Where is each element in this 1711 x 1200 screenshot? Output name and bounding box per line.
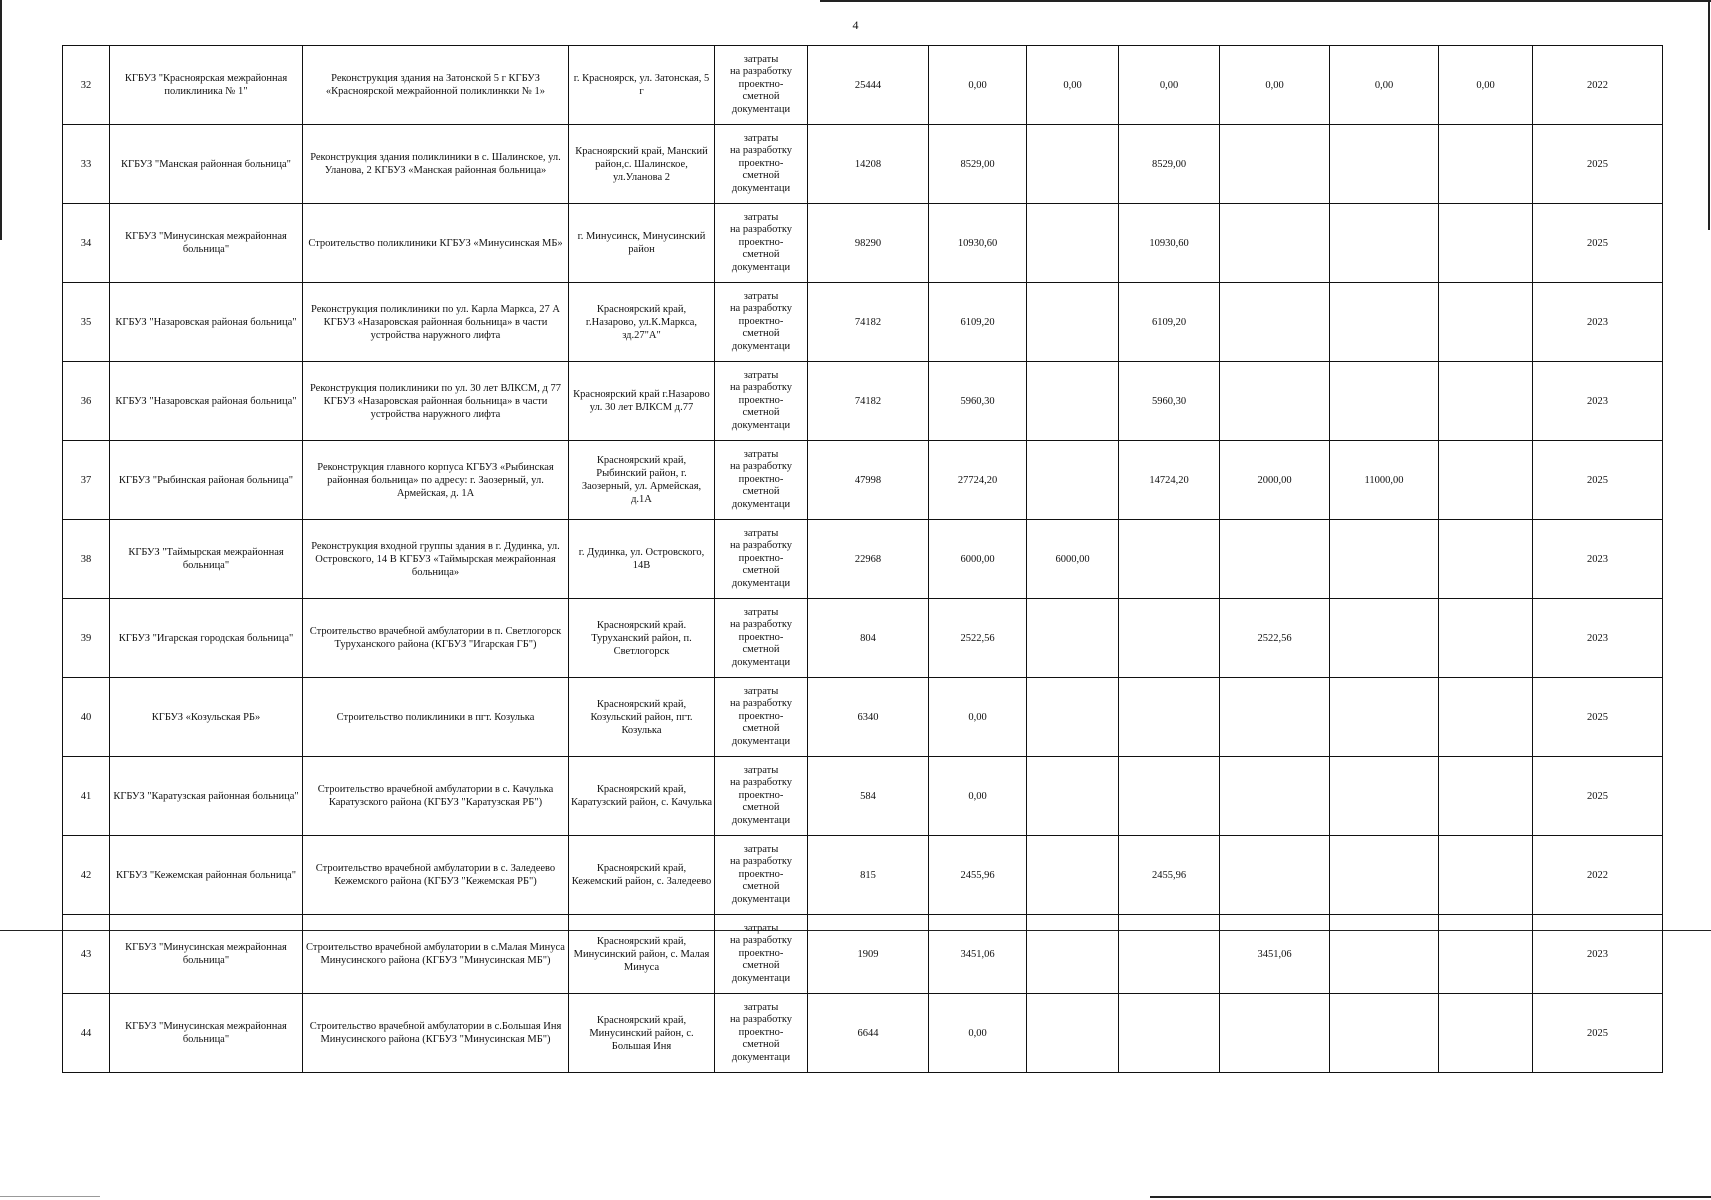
cell-y2025 xyxy=(1330,836,1439,915)
cell-y2023 xyxy=(1119,994,1220,1073)
cell-object: Реконструкция входной группы здания в г. Дудинка, ул. Островского, 14 В КГБУЗ «Таймырская межрайонная больница» xyxy=(303,520,569,599)
cell-object: Строительство врачебной амбулатории в с. Качулька Каратузского района (КГБУЗ "Каратузская РБ") xyxy=(303,757,569,836)
cell-no: 33 xyxy=(63,125,110,204)
cell-y2026 xyxy=(1439,678,1533,757)
cell-y2022 xyxy=(1027,283,1119,362)
cost-label-line: на разработку xyxy=(729,540,793,552)
cell-no: 43 xyxy=(63,915,110,994)
cell-y2022 xyxy=(1027,678,1119,757)
cell-area: 47998 xyxy=(808,441,929,520)
cell-y2024: 2522,56 xyxy=(1220,599,1330,678)
cost-label-line: на разработку xyxy=(729,66,793,78)
cost-label-line: затраты xyxy=(743,527,779,539)
cell-y2026 xyxy=(1439,204,1533,283)
cost-label-line: на разработку xyxy=(729,935,793,947)
cell-address: Красноярский край, Козульский район, пгт. Козулька xyxy=(569,678,715,757)
cell-y2026 xyxy=(1439,836,1533,915)
cell-y2026: 0,00 xyxy=(1439,46,1533,125)
cost-label-line: документаци xyxy=(731,893,791,905)
cell-y2024 xyxy=(1220,204,1330,283)
cell-area: 14208 xyxy=(808,125,929,204)
objects-table xyxy=(62,45,1663,1073)
cell-year: 2025 xyxy=(1533,441,1663,520)
cost-label-line: на разработку xyxy=(729,382,793,394)
cost-label-line: документаци xyxy=(731,814,791,826)
cell-no: 44 xyxy=(63,994,110,1073)
cost-label-line: проектно- xyxy=(738,315,784,327)
cost-label-line: проектно- xyxy=(738,947,784,959)
table-row xyxy=(63,520,1663,599)
cell-y2022 xyxy=(1027,599,1119,678)
cell-area: 815 xyxy=(808,836,929,915)
cost-label-line: на разработку xyxy=(729,698,793,710)
cell-org: КГБУЗ "Назаровская районая больница" xyxy=(110,362,303,441)
cell-y2023: 5960,30 xyxy=(1119,362,1220,441)
cell-object: Строительство врачебной амбулатории в с.Большая Иня Минусинского района (КГБУЗ "Минусинская МБ") xyxy=(303,994,569,1073)
cell-y2026 xyxy=(1439,283,1533,362)
cost-label-line: документаци xyxy=(731,103,791,115)
cost-label-line: сметной xyxy=(742,91,780,103)
cell-cost-type xyxy=(715,46,808,125)
cell-no: 42 xyxy=(63,836,110,915)
cell-area: 804 xyxy=(808,599,929,678)
cost-label-line: сметной xyxy=(742,644,780,656)
cost-label-line: на разработку xyxy=(729,856,793,868)
cell-org: КГБУЗ "Кежемская районная больница" xyxy=(110,836,303,915)
cost-label-line: проектно- xyxy=(738,710,784,722)
table-row xyxy=(63,46,1663,125)
cell-cost-type xyxy=(715,125,808,204)
cell-area: 6340 xyxy=(808,678,929,757)
cell-y2024 xyxy=(1220,283,1330,362)
cost-label-line: документаци xyxy=(731,656,791,668)
cell-y2022 xyxy=(1027,915,1119,994)
cell-y2026 xyxy=(1439,520,1533,599)
cost-label-line: документаци xyxy=(731,735,791,747)
cell-no: 41 xyxy=(63,757,110,836)
cell-y2025 xyxy=(1330,125,1439,204)
cost-label-line: документаци xyxy=(731,419,791,431)
scan-edge-bottom xyxy=(1150,1196,1711,1198)
cost-label-line: проектно- xyxy=(738,868,784,880)
cell-y2024 xyxy=(1220,678,1330,757)
cell-y2023 xyxy=(1119,599,1220,678)
cell-object: Реконструкция здания на Затонской 5 г КГБУЗ «Красноярской межрайонной поликлинкки № 1» xyxy=(303,46,569,125)
cell-y2026 xyxy=(1439,441,1533,520)
cost-label-line: затраты xyxy=(743,369,779,381)
cell-total: 6000,00 xyxy=(929,520,1027,599)
cost-label-line: затраты xyxy=(743,922,779,934)
cell-y2022: 0,00 xyxy=(1027,46,1119,125)
cell-address: г. Дудинка, ул. Островского, 14В xyxy=(569,520,715,599)
cell-y2024 xyxy=(1220,520,1330,599)
cell-y2023 xyxy=(1119,757,1220,836)
cell-y2026 xyxy=(1439,362,1533,441)
cost-label-line: затраты xyxy=(743,764,779,776)
cell-y2022 xyxy=(1027,125,1119,204)
cell-cost-type xyxy=(715,283,808,362)
cell-year: 2023 xyxy=(1533,362,1663,441)
cell-address: Красноярский край, Минусинский район, с. Малая Минуса xyxy=(569,915,715,994)
cell-address: Красноярский край, Кежемский район, с. Заледеево xyxy=(569,836,715,915)
cell-y2026 xyxy=(1439,125,1533,204)
cell-cost-type xyxy=(715,441,808,520)
cell-y2026 xyxy=(1439,994,1533,1073)
table-row xyxy=(63,283,1663,362)
cell-total: 0,00 xyxy=(929,46,1027,125)
cost-label-line: затраты xyxy=(743,290,779,302)
cell-y2023: 14724,20 xyxy=(1119,441,1220,520)
cell-address: г. Минусинск, Минусинский район xyxy=(569,204,715,283)
cell-org: КГБУЗ "Минусинская межрайонная больница" xyxy=(110,994,303,1073)
cell-total: 10930,60 xyxy=(929,204,1027,283)
cell-y2025 xyxy=(1330,915,1439,994)
cost-label-line: проектно- xyxy=(738,78,784,90)
cell-y2022 xyxy=(1027,994,1119,1073)
table-body xyxy=(63,46,1663,1073)
cell-year: 2025 xyxy=(1533,757,1663,836)
cell-y2025 xyxy=(1330,362,1439,441)
cell-y2026 xyxy=(1439,599,1533,678)
table-row xyxy=(63,678,1663,757)
cell-area: 6644 xyxy=(808,994,929,1073)
cost-label-line: на разработку xyxy=(729,145,793,157)
cell-cost-type xyxy=(715,915,808,994)
cell-object: Реконструкция поликлиники по ул. 30 лет ВЛКСМ, д 77 КГБУЗ «Назаровская районная больница» в части устройства наружного лифта xyxy=(303,362,569,441)
cell-address: Красноярский край, Каратузский район, с. Качулька xyxy=(569,757,715,836)
cell-y2024 xyxy=(1220,836,1330,915)
cell-no: 38 xyxy=(63,520,110,599)
table-row xyxy=(63,441,1663,520)
cell-object: Строительство врачебной амбулатории в с.Малая Минуса Минусинского района (КГБУЗ "Минусинская МБ") xyxy=(303,915,569,994)
cell-address: г. Красноярск, ул. Затонская, 5 г xyxy=(569,46,715,125)
cell-year: 2025 xyxy=(1533,125,1663,204)
cell-total: 2522,56 xyxy=(929,599,1027,678)
cell-cost-type xyxy=(715,599,808,678)
cell-org: КГБУЗ "Назаровская районая больница" xyxy=(110,283,303,362)
cell-y2024 xyxy=(1220,362,1330,441)
cell-y2026 xyxy=(1439,915,1533,994)
cell-y2026 xyxy=(1439,757,1533,836)
cell-object: Строительство врачебной амбулатории в с. Заледеево Кежемского района (КГБУЗ "Кежемская РБ") xyxy=(303,836,569,915)
cell-y2022 xyxy=(1027,204,1119,283)
cost-label-line: на разработку xyxy=(729,777,793,789)
cell-no: 34 xyxy=(63,204,110,283)
cell-total: 0,00 xyxy=(929,757,1027,836)
cell-total: 6109,20 xyxy=(929,283,1027,362)
cost-label-line: документаци xyxy=(731,498,791,510)
cell-y2025 xyxy=(1330,757,1439,836)
cost-label-line: документаци xyxy=(731,577,791,589)
scan-edge-right xyxy=(1708,0,1710,230)
cell-address: Красноярский край, Манский район,с. Шалинское, ул.Уланова 2 xyxy=(569,125,715,204)
cost-label-line: сметной xyxy=(742,1039,780,1051)
cell-no: 32 xyxy=(63,46,110,125)
cost-label-line: документаци xyxy=(731,340,791,352)
cell-org: КГБУЗ "Минусинская межрайонная больница" xyxy=(110,915,303,994)
cost-label-line: проектно- xyxy=(738,631,784,643)
cell-y2023: 8529,00 xyxy=(1119,125,1220,204)
cell-year: 2022 xyxy=(1533,836,1663,915)
table-row xyxy=(63,915,1663,994)
table-row xyxy=(63,757,1663,836)
cell-area: 74182 xyxy=(808,283,929,362)
cost-label-line: проектно- xyxy=(738,394,784,406)
cell-org: КГБУЗ "Игарская городская больница" xyxy=(110,599,303,678)
cell-area: 22968 xyxy=(808,520,929,599)
cell-y2022 xyxy=(1027,362,1119,441)
cost-label-line: проектно- xyxy=(738,1026,784,1038)
cell-org: КГБУЗ "Рыбинская районая больница" xyxy=(110,441,303,520)
cost-label-line: затраты xyxy=(743,448,779,460)
cell-object: Реконструкция здания поликлиники в с. Шалинское, ул. Уланова, 2 КГБУЗ «Манская районная больница» xyxy=(303,125,569,204)
cell-area: 1909 xyxy=(808,915,929,994)
cell-year: 2025 xyxy=(1533,994,1663,1073)
cost-label-line: сметной xyxy=(742,407,780,419)
cell-area: 25444 xyxy=(808,46,929,125)
cell-year: 2023 xyxy=(1533,520,1663,599)
cell-total: 0,00 xyxy=(929,994,1027,1073)
cell-y2025 xyxy=(1330,599,1439,678)
cell-y2023 xyxy=(1119,678,1220,757)
cell-year: 2023 xyxy=(1533,599,1663,678)
cell-total: 27724,20 xyxy=(929,441,1027,520)
cell-object: Строительство поликлиники КГБУЗ «Минусинская МБ» xyxy=(303,204,569,283)
cell-no: 40 xyxy=(63,678,110,757)
cell-y2022 xyxy=(1027,757,1119,836)
cell-address: Красноярский край, г.Назарово, ул.К.Маркса, зд.27"А" xyxy=(569,283,715,362)
cost-label-line: на разработку xyxy=(729,224,793,236)
cost-label-line: проектно- xyxy=(738,552,784,564)
cell-area: 74182 xyxy=(808,362,929,441)
cell-year: 2025 xyxy=(1533,204,1663,283)
cell-y2024: 3451,06 xyxy=(1220,915,1330,994)
cell-address: Красноярский край г.Назарово ул. 30 лет ВЛКСМ д.77 xyxy=(569,362,715,441)
cell-cost-type xyxy=(715,520,808,599)
cell-address: Красноярский край. Туруханский район, п. Светлогорск xyxy=(569,599,715,678)
cell-y2025: 0,00 xyxy=(1330,46,1439,125)
cell-org: КГБУЗ «Козульская РБ» xyxy=(110,678,303,757)
cell-y2025 xyxy=(1330,204,1439,283)
cost-label-line: затраты xyxy=(743,53,779,65)
cost-label-line: документаци xyxy=(731,182,791,194)
table-row xyxy=(63,125,1663,204)
cost-label-line: сметной xyxy=(742,486,780,498)
cost-label-line: затраты xyxy=(743,843,779,855)
page-number: 4 xyxy=(852,18,859,32)
cell-year: 2022 xyxy=(1533,46,1663,125)
cost-label-line: на разработку xyxy=(729,461,793,473)
cost-label-line: документаци xyxy=(731,261,791,273)
cell-y2025 xyxy=(1330,283,1439,362)
cell-cost-type xyxy=(715,994,808,1073)
cell-cost-type xyxy=(715,362,808,441)
table-row xyxy=(63,204,1663,283)
cost-label-line: документаци xyxy=(731,972,791,984)
cell-cost-type xyxy=(715,757,808,836)
cost-label-line: затраты xyxy=(743,1001,779,1013)
cell-y2024 xyxy=(1220,994,1330,1073)
cell-y2022 xyxy=(1027,836,1119,915)
cell-object: Реконструкция главного корпуса КГБУЗ «Рыбинская районная больница» по адресу: г. Заозерный, ул. Армейская, д. 1А xyxy=(303,441,569,520)
cell-y2023: 6109,20 xyxy=(1119,283,1220,362)
cost-label-line: проектно- xyxy=(738,236,784,248)
cell-object: Строительство врачебной амбулатории в п. Светлогорск Туруханского района (КГБУЗ "Игарская ГБ") xyxy=(303,599,569,678)
cell-no: 35 xyxy=(63,283,110,362)
scan-edge-left xyxy=(0,0,2,240)
cost-label-line: проектно- xyxy=(738,157,784,169)
cost-label-line: затраты xyxy=(743,132,779,144)
cell-no: 37 xyxy=(63,441,110,520)
cost-label-line: сметной xyxy=(742,249,780,261)
cell-y2024: 2000,00 xyxy=(1220,441,1330,520)
cell-total: 2455,96 xyxy=(929,836,1027,915)
scan-edge-top xyxy=(820,0,1711,2)
cost-label-line: затраты xyxy=(743,606,779,618)
cost-label-line: сметной xyxy=(742,802,780,814)
cell-year: 2023 xyxy=(1533,915,1663,994)
cell-total: 8529,00 xyxy=(929,125,1027,204)
cell-y2023: 10930,60 xyxy=(1119,204,1220,283)
cost-label-line: затраты xyxy=(743,685,779,697)
cell-y2023 xyxy=(1119,915,1220,994)
table-row xyxy=(63,836,1663,915)
cell-org: КГБУЗ "Манская районная больница" xyxy=(110,125,303,204)
cost-label-line: затраты xyxy=(743,211,779,223)
cell-y2022: 6000,00 xyxy=(1027,520,1119,599)
cell-y2025 xyxy=(1330,520,1439,599)
cell-org: КГБУЗ "Красноярская межрайонная поликлиника № 1" xyxy=(110,46,303,125)
cell-total: 0,00 xyxy=(929,678,1027,757)
cell-org: КГБУЗ "Таймырская межрайонная больница" xyxy=(110,520,303,599)
cost-label-line: сметной xyxy=(742,960,780,972)
cell-cost-type xyxy=(715,678,808,757)
cell-y2022 xyxy=(1027,441,1119,520)
cell-y2025: 11000,00 xyxy=(1330,441,1439,520)
cost-label-line: на разработку xyxy=(729,303,793,315)
cell-year: 2023 xyxy=(1533,283,1663,362)
cost-label-line: проектно- xyxy=(738,473,784,485)
cell-no: 36 xyxy=(63,362,110,441)
cell-area: 98290 xyxy=(808,204,929,283)
cost-label-line: сметной xyxy=(742,328,780,340)
cell-y2024: 0,00 xyxy=(1220,46,1330,125)
cell-total: 3451,06 xyxy=(929,915,1027,994)
cell-y2024 xyxy=(1220,125,1330,204)
cell-no: 39 xyxy=(63,599,110,678)
cell-y2024 xyxy=(1220,757,1330,836)
cell-y2023: 0,00 xyxy=(1119,46,1220,125)
scan-edge-bottom-left xyxy=(0,1196,100,1197)
cell-cost-type xyxy=(715,204,808,283)
cell-object: Реконструкция поликлиники по ул. Карла Маркса, 27 А КГБУЗ «Назаровская районная больница» в части устройства наружного лифта xyxy=(303,283,569,362)
cost-label-line: документаци xyxy=(731,1051,791,1063)
cost-label-line: проектно- xyxy=(738,789,784,801)
cell-org: КГБУЗ "Минусинская межрайонная больница" xyxy=(110,204,303,283)
cell-y2023: 2455,96 xyxy=(1119,836,1220,915)
cell-address: Красноярский край, Рыбинский район, г. Заозерный, ул. Армейская, д.1А xyxy=(569,441,715,520)
cell-cost-type xyxy=(715,836,808,915)
cell-address: Красноярский край, Минусинский район, с. Большая Иня xyxy=(569,994,715,1073)
cost-label-line: сметной xyxy=(742,723,780,735)
table-row xyxy=(63,599,1663,678)
cell-y2023 xyxy=(1119,520,1220,599)
table-row xyxy=(63,994,1663,1073)
cell-year: 2025 xyxy=(1533,678,1663,757)
cell-area: 584 xyxy=(808,757,929,836)
cost-label-line: сметной xyxy=(742,170,780,182)
cell-y2025 xyxy=(1330,678,1439,757)
cell-object: Строительство поликлиники в пгт. Козулька xyxy=(303,678,569,757)
cost-label-line: на разработку xyxy=(729,1014,793,1026)
cost-label-line: сметной xyxy=(742,565,780,577)
cost-label-line: сметной xyxy=(742,881,780,893)
table-row xyxy=(63,362,1663,441)
cell-org: КГБУЗ "Каратузская районная больница" xyxy=(110,757,303,836)
cell-y2025 xyxy=(1330,994,1439,1073)
cell-total: 5960,30 xyxy=(929,362,1027,441)
cost-label-line: на разработку xyxy=(729,619,793,631)
